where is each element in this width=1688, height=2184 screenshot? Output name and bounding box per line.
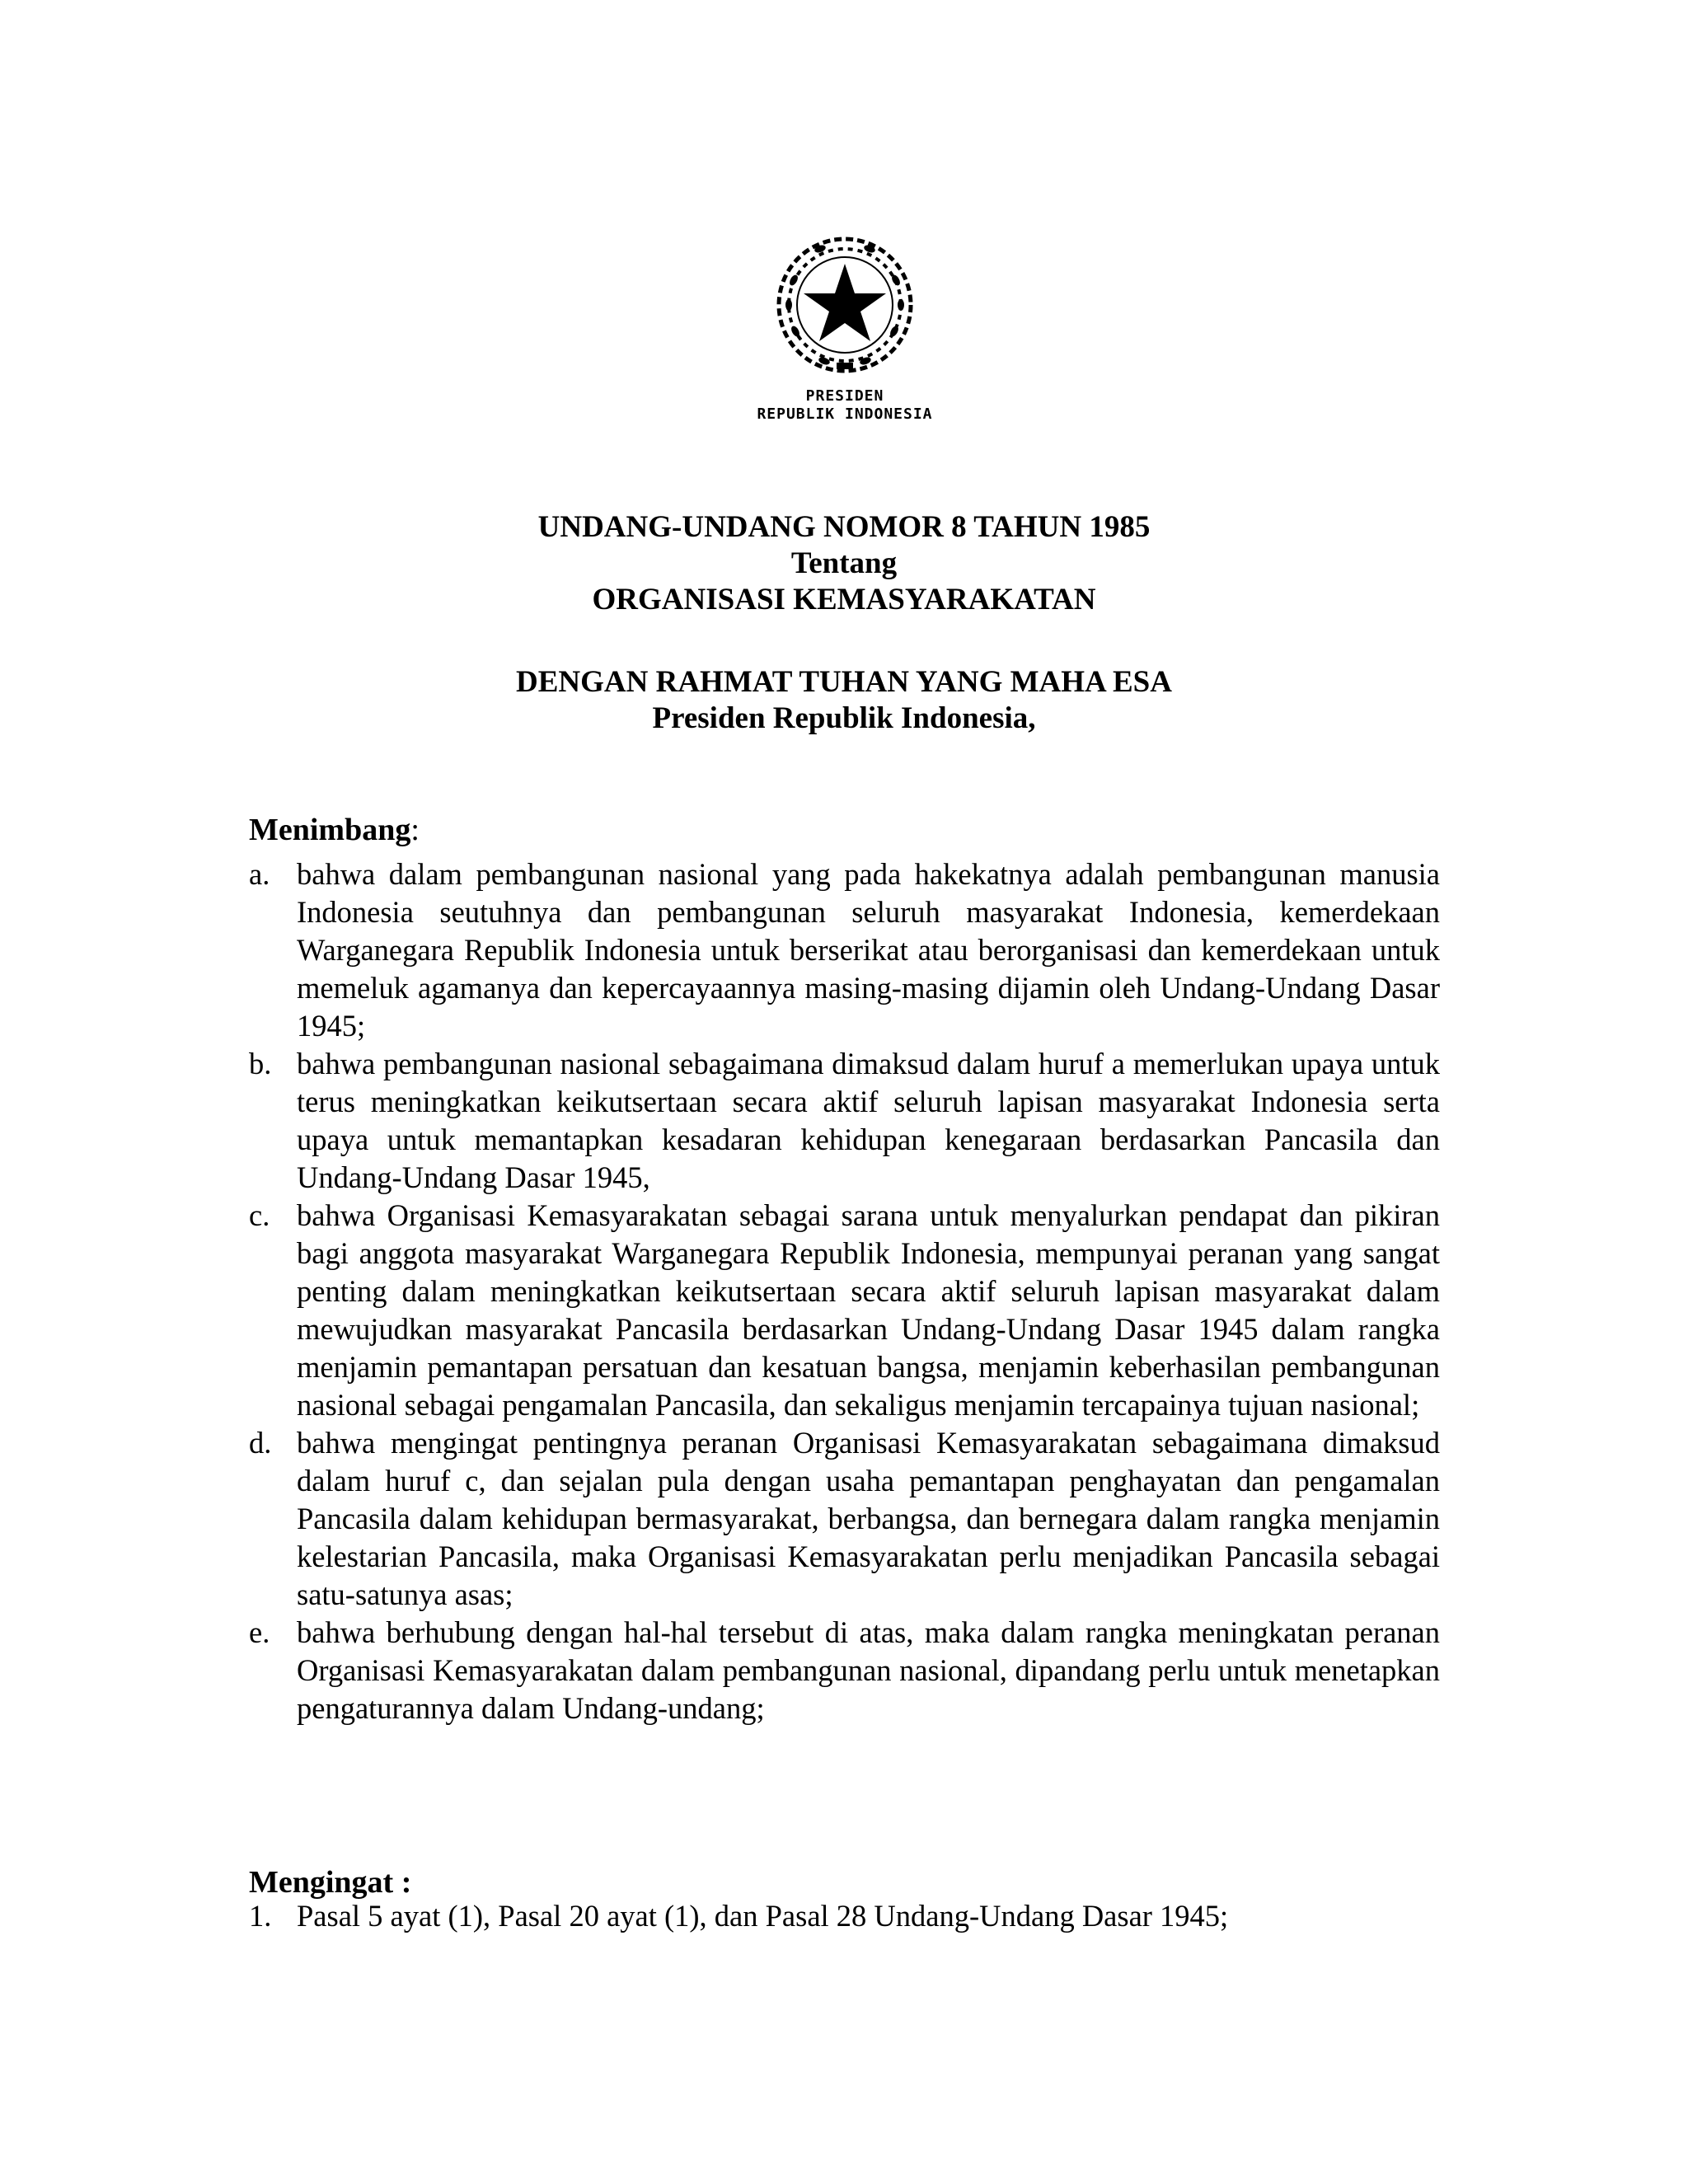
list-marker: a. <box>249 857 270 891</box>
menimbang-heading-label: Menimbang <box>249 813 411 847</box>
presidential-seal-emblem <box>771 231 919 387</box>
list-item-text: bahwa dalam pembangunan nasional yang pada hakekatnya adalah pembangunan manusia Indonesia seutuhnya dan pembangunan seluruh masyarakat Indonesia, kemerdekaan Warganegara Republik Indonesia untuk berserikat atau berorganisasi dan kemerdekaan untuk memeluk agamanya dan kepercayaannya masing-masing dijamin oleh Undang-Undang Dasar 1945; <box>297 857 1440 1043</box>
seal-caption-line-1: PRESIDEN <box>805 387 884 405</box>
list-item-text: Pasal 5 ayat (1), Pasal 20 ayat (1), dan Pasal 28 Undang-Undang Dasar 1945; <box>297 1899 1229 1933</box>
law-subject: ORGANISASI KEMASYARAKATAN <box>592 583 1096 616</box>
seal-caption <box>709 387 981 424</box>
list-marker: d. <box>249 1426 272 1460</box>
list-item-text: bahwa berhubung dengan hal-hal tersebut di atas, maka dalam rangka meningkatan peranan Organisasi Kemasyarakatan dalam pembangunan nasional, dipandang perlu untuk menetapkan pengaturannya dalam Undang-undang; <box>297 1615 1440 1725</box>
list-item-text: bahwa mengingat pentingnya peranan Organisasi Kemasyarakatan sebagaimana dimaksud dalam huruf c, dan sejalan pula dengan usaha pemantapan penghayatan dan pengamalan Pancasila dalam kehidupan bermasyarakat, berbangsa, dan bernegara dalam rangka menjamin kelestarian Pancasila, maka Organisasi Kemasyarakatan perlu menjadikan Pancasila sebagai satu-satunya asas; <box>297 1426 1440 1611</box>
list-item <box>249 1045 1440 1197</box>
menimbang-heading <box>249 812 420 848</box>
seal-caption-line-2: REPUBLIK INDONESIA <box>757 405 933 423</box>
list-item <box>249 1424 1440 1614</box>
mengingat-heading <box>249 1864 411 1900</box>
mengingat-heading-label: Mengingat : <box>249 1865 412 1900</box>
list-item <box>249 1197 1440 1424</box>
list-item <box>249 1897 1440 1935</box>
list-item <box>249 855 1440 1045</box>
list-item-text: bahwa Organisasi Kemasyarakatan sebagai sarana untuk menyalurkan pendapat dan pikiran bagi anggota masyarakat Warganegara Republik Indonesia, mempunyai peranan yang sangat penting dalam meningkatkan keikutsertaan secara aktif seluruh lapisan masyarakat dalam mewujudkan masyarakat Pancasila berdasarkan Undang-Undang Dasar 1945 dalam rangka menjamin pemantapan persatuan dan kesatuan bangsa, menjamin keberhasilan pembangunan nasional sebagai pengamalan Pancasila, dan sekaligus menjamin tercapainya tujuan nasional; <box>297 1198 1440 1422</box>
list-item <box>249 1614 1440 1727</box>
preamble-title-block <box>0 664 1688 737</box>
law-title-block <box>0 509 1688 618</box>
list-item-text: bahwa pembangunan nasional sebagaimana dimaksud dalam huruf a memerlukan upaya untuk terus meningkatkan keikutsertaan secara aktif seluruh lapisan masyarakat Indonesia serta upaya untuk memantapkan kesadaran kehidupan kenegaraan berdasarkan Pancasila dan Undang-Undang Dasar 1945, <box>297 1047 1440 1194</box>
law-title: UNDANG-UNDANG NOMOR 8 TAHUN 1985 <box>537 510 1151 544</box>
list-marker: e. <box>249 1615 270 1649</box>
president-line: Presiden Republik Indonesia, <box>652 701 1036 735</box>
preamble-line: DENGAN RAHMAT TUHAN YANG MAHA ESA <box>516 665 1172 699</box>
mengingat-list <box>249 1897 1440 1935</box>
list-marker: 1. <box>249 1899 272 1933</box>
menimbang-colon: : <box>410 813 420 847</box>
list-marker: c. <box>249 1198 270 1232</box>
list-marker: b. <box>249 1047 272 1080</box>
law-title-tentang: Tentang <box>790 546 898 580</box>
menimbang-list <box>249 855 1440 1727</box>
